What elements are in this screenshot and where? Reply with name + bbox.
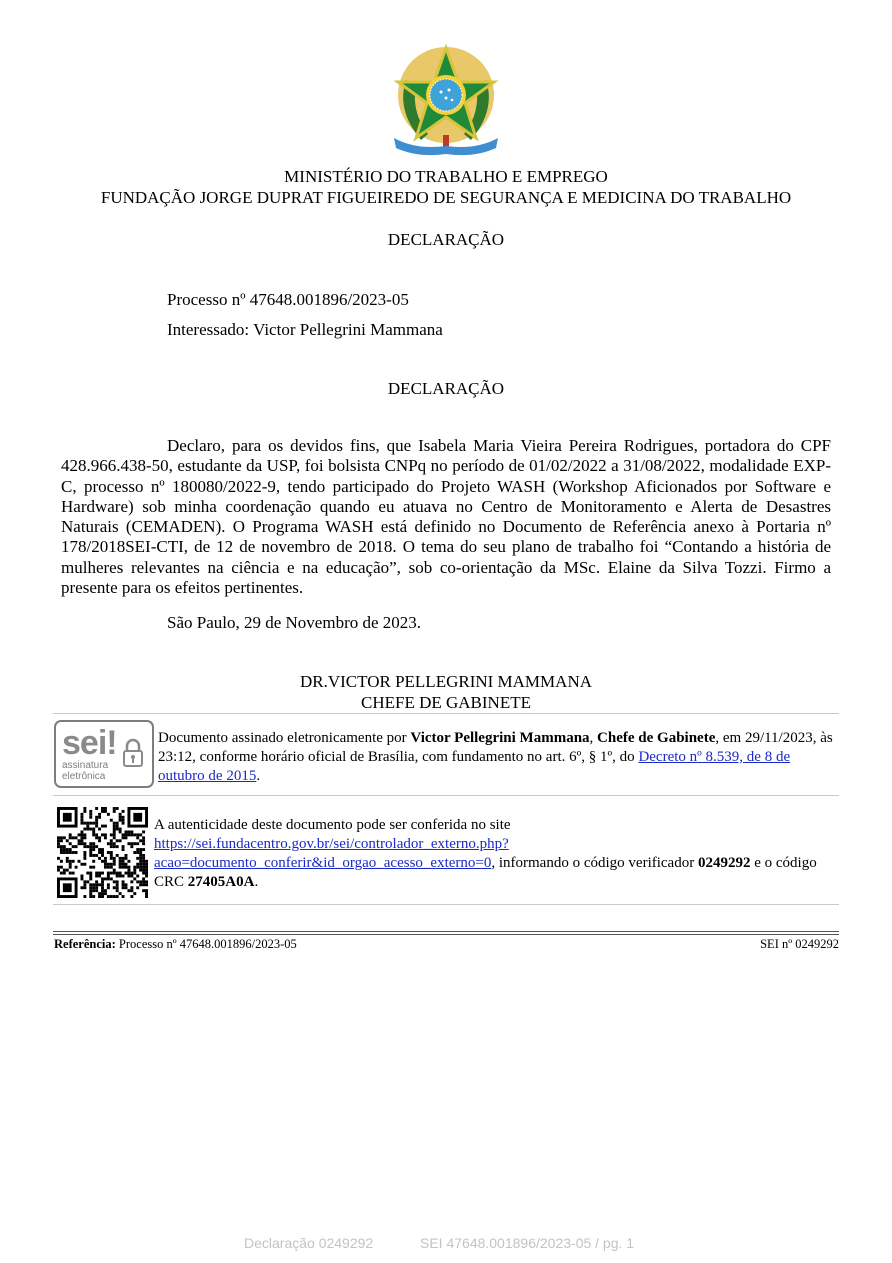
sei-signature-logo [54,720,154,788]
authenticity-mid2: e o código CRC [154,855,817,890]
lock-icon [122,738,144,768]
ministry-name: MINISTÉRIO DO TRABALHO E EMPREGO [284,167,608,186]
verifier-code: 0249292 [697,855,751,871]
signature-details: , em 29/11/2023, às 23:12, conforme horário oficial de Brasília, com fundamento no art. 6º, § 1º, do [158,730,833,765]
decree-link[interactable]: Decreto nº 8.539, de 8 de outubro de 2015 [158,749,791,784]
verification-link-part1[interactable]: https://sei.fundacentro.gov.br/sei/controlador_externo.php? [154,836,509,852]
signer-role: Chefe de Gabinete [597,730,716,746]
sei-logo-text: sei! [62,724,117,762]
declaration-title: DECLARAÇÃO [387,379,505,398]
sei-number: SEI nº 0249292 [760,937,839,951]
sei-logo-sub1: assinatura [62,760,109,771]
footer-page-info: SEI 47648.001896/2023-05 / pg. 1 [420,1235,635,1251]
divider [53,795,839,796]
verification-link-part2[interactable]: acao=documento_conferir&id_orgao_acesso_externo=0 [154,855,492,871]
verification-link[interactable] [154,836,509,871]
document-type: DECLARAÇÃO [387,230,505,249]
sei-logo-sub2: eletrônica [62,771,106,782]
footer-document-id: Declaração 0249292 [244,1235,374,1251]
authenticity-statement [154,816,844,892]
brazil-coat-of-arms-icon [386,40,506,162]
signature-prefix: Documento assinado eletronicamente por [158,730,411,746]
reference-double-rule [53,931,839,935]
reference-label: Referência: [54,937,116,951]
separator: , [589,730,598,746]
reference-value: Processo nº 47648.001896/2023-05 [115,937,297,951]
divider [53,904,839,905]
signatory-name: DR.VICTOR PELLEGRINI MAMMANA [300,672,592,691]
signer-name: Victor Pellegrini Mammana [410,730,590,746]
crc-code: 27405A0A [187,874,255,890]
signature-statement [158,729,838,786]
process-number: Processo nº 47648.001896/2023-05 [167,290,409,309]
divider [53,713,839,714]
declaration-body: Declaro, para os devidos fins, que Isabela Maria Vieira Pereira Rodrigues, portadora do CPF 428.966.438-50, estudante da USP, foi bolsista CNPq no período de 01/02/2022 a 31/08/2022, modalidade EXP-C, processo nº 180080/2022-9, tendo participado do Projeto WASH (Workshop Aficionados por Software e Hardware) sob minha coordenação quando eu atuava no Centro de Monitoramento e Alerta de Desastres Naturais (CEMADEN). O Programa WASH está definido no Documento de Referência anexo à Portaria nº 178/2018SEI-CTI, de 12 de novembro de 2018. O tema do seu plano de trabalho foi “Contando a história de mulheres relevantes na ciência e na educação”, sob co-orientação da MSc. Elaine da Silva Tozzi. Firmo a presente para os efeitos pertinentes. [61,436,831,598]
place-date: São Paulo, 29 de Novembro de 2023. [167,613,422,632]
authenticity-mid: , informando o código verificador [491,855,698,871]
signature-suffix: . [256,768,261,784]
signatory-role: CHEFE DE GABINETE [361,693,531,712]
interested-party: Interessado: Victor Pellegrini Mammana [167,320,443,339]
authenticity-intro: A autenticidade deste documento pode ser conferida no site [154,817,511,833]
authenticity-suffix: . [254,874,259,890]
qr-code-icon [56,807,149,898]
foundation-name: FUNDAÇÃO JORGE DUPRAT FIGUEIREDO DE SEGURANÇA E MEDICINA DO TRABALHO [100,188,792,207]
reference [54,937,297,952]
